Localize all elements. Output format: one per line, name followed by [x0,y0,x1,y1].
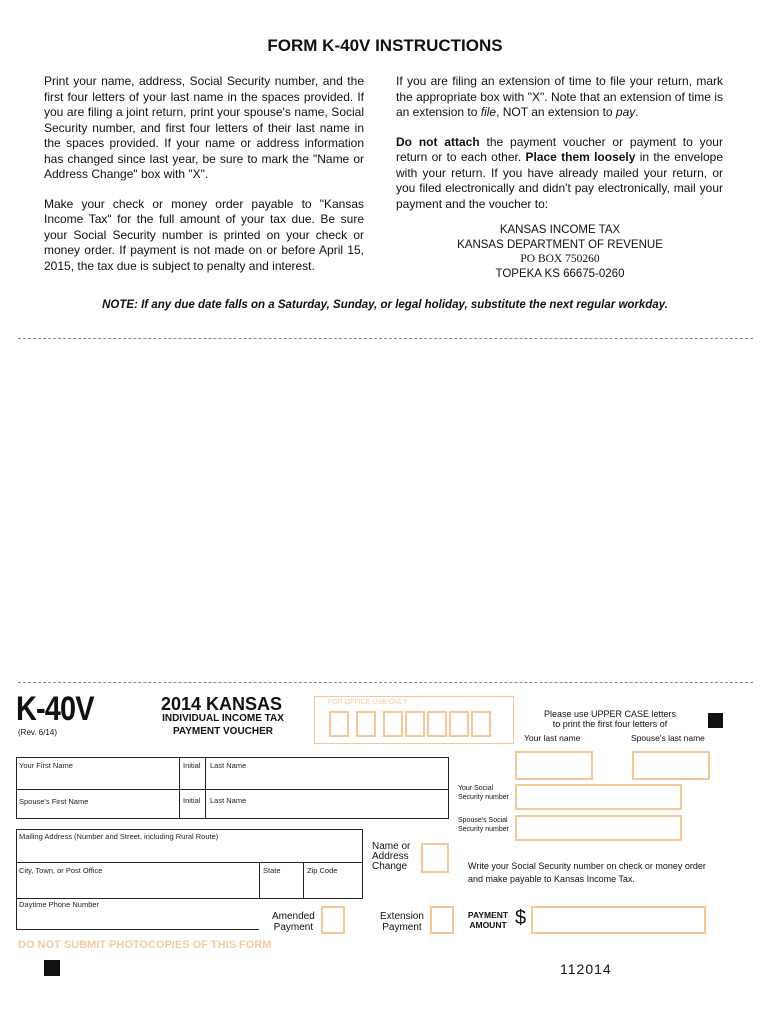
name-change-1: Name or [372,841,411,852]
name-change-2: Address [372,851,409,862]
year-state: 2014 KANSAS [161,694,283,714]
mailing-address-block [420,223,700,281]
right-p2-text-b: in the envelope with your return. If you have already mailed your return, or you filed electronically and didn't pay electronically, mail your payment and the voucher to: [396,150,724,211]
right-column [396,74,723,226]
name-box-right [448,757,449,819]
uppercase-note-2: to print the first four letters of [552,719,668,729]
payment-amount-1: PAYMENT [467,910,509,920]
office-box-7 [471,711,491,737]
your-ssn-label [458,784,509,802]
uppercase-note-1: Please use UPPER CASE letters [543,709,677,719]
amended-2: Payment [273,922,314,933]
form-id: K-40V [16,690,94,728]
instructions-title: FORM K-40V INSTRUCTIONS [267,36,503,55]
your-first-name-label: Your First Name [19,761,73,770]
your-ssn-input[interactable] [515,784,682,810]
initial-divider-right [205,757,206,819]
right-p1-pay: pay [615,105,636,119]
address-box-mid [16,862,363,863]
cut-line-top [18,338,753,339]
amended-payment-checkbox[interactable] [321,906,345,934]
payment-amount-label [464,910,512,930]
extension-payment-label [380,911,424,933]
payment-amount-2: AMOUNT [469,920,507,930]
last-name-label: Last Name [210,761,247,770]
right-p1-text-b: , NOT an extension to [496,105,616,119]
spouse-ssn-label [458,816,509,834]
initial-divider-left [179,757,180,819]
initial-label: Initial [183,761,201,770]
spouse-last-name-input[interactable] [632,751,710,780]
name-box-left [16,757,17,819]
address-line-1: KANSAS INCOME TAX [499,224,621,236]
write-ssn-line-2: and make payable to Kansas Income Tax. [468,874,635,884]
right-paragraph-1 [396,74,723,121]
right-p1-text-a: If you are filing an extension of time to file your return, mark the appropriate box with "X". Note that an extension of time is an extension to [396,74,723,119]
spouse-ssn-input[interactable] [515,815,682,841]
name-box-top [16,757,449,758]
right-p2-text-a: the payment voucher or payment to your return or to each other. [396,134,723,164]
left-column [44,74,364,288]
address-box-top [16,829,363,830]
city-label: City, Town, or Post Office [19,866,103,875]
address-line-4: TOPEKA KS 66675-0260 [495,267,625,280]
your-ssn-label-1: Your Social [458,785,494,792]
right-paragraph-2 [396,135,723,213]
amended-1: Amended [272,911,315,922]
address-line-2: KANSAS DEPARTMENT OF REVENUE [457,238,663,251]
name-address-change-label [372,842,410,872]
name-address-change-checkbox[interactable] [421,843,449,873]
office-box-1 [329,711,349,737]
do-not-attach: Do not attach [396,134,480,149]
no-photocopies-warning: DO NOT SUBMIT PHOTOCOPIES OF THIS FORM [18,939,272,951]
office-use-label: FOR OFFICE USE ONLY [328,699,408,706]
name-change-3: Change [372,861,408,872]
registration-mark-bottom [44,960,60,976]
spouse-last-name-label: Spouse's last name [631,733,705,743]
spouse-initial-label: Initial [183,796,201,805]
your-last-name-label: Your last name [524,733,581,743]
your-last-name-input[interactable] [515,751,593,780]
place-loosely: Place them loosely [525,150,636,164]
address-box-bottom [16,898,363,899]
spouse-ssn-label-2: Security number [458,826,509,833]
phone-label: Daytime Phone Number [19,900,100,909]
right-p1-file: file [480,105,497,119]
state-divider [259,862,260,898]
mailing-address-label: Mailing Address (Number and Street, including Rural Route) [19,832,219,841]
subtitle-2: PAYMENT VOUCHER [172,726,273,737]
write-ssn-instruction [468,860,706,886]
amended-payment-label [272,911,315,933]
zip-divider [303,862,304,898]
office-box-6 [449,711,469,737]
extension-payment-checkbox[interactable] [430,906,454,934]
cut-line-voucher [18,682,753,683]
office-box-3 [383,711,403,737]
name-box-mid [16,789,449,790]
registration-mark-top [708,713,723,728]
address-line-3: PO BOX 750260 [520,253,600,265]
spouse-ssn-label-1: Spouse's Social [458,817,508,824]
due-date-note: NOTE: If any due date falls on a Saturday, Sunday, or legal holiday, substitute the next regular workday. [102,299,668,311]
state-label: State [263,866,281,875]
office-box-4 [405,711,425,737]
write-ssn-line-1: Write your Social Security number on check or money order [468,861,706,871]
address-box-right [362,829,363,899]
name-box-bottom [16,818,449,819]
office-box-2 [356,711,376,737]
dollar-sign: $ [515,907,527,929]
zip-label: Zip Code [307,866,338,875]
phone-box-bottom [16,929,259,930]
revision-date: (Rev. 6/14) [18,728,57,737]
your-ssn-label-2: Security number [458,794,509,801]
extension-1: Extension [380,911,424,922]
spouse-first-name-label: Spouse's First Name [19,797,89,806]
spouse-last-name-field-label: Last Name [210,796,247,805]
left-paragraph-1: Print your name, address, Social Security number, and the first four letters of your last name in the spaces provided. If you are filing a joint return, print your spouse's name, Social Security number, and first four letters of their last name in the spaces provided. If your name or address information has changed since last year, be sure to mark the "Name or Address Change" box with "X". [44,74,364,181]
right-p1-text-c: . [635,105,639,119]
payment-amount-input[interactable] [531,906,706,934]
address-box-left [16,829,17,899]
phone-box-left [16,897,17,929]
subtitle-1: INDIVIDUAL INCOME TAX [162,713,284,724]
left-paragraph-2: Make your check or money order payable to "Kansas Income Tax" for the full amount of your tax due. Be sure your Social Security number is printed on your check or money order. If payment is not made on or before April 15, 2015, the tax due is subject to penalty and interest. [44,196,364,273]
office-box-5 [427,711,447,737]
extension-2: Payment [382,922,422,933]
form-number: 112014 [560,961,612,977]
